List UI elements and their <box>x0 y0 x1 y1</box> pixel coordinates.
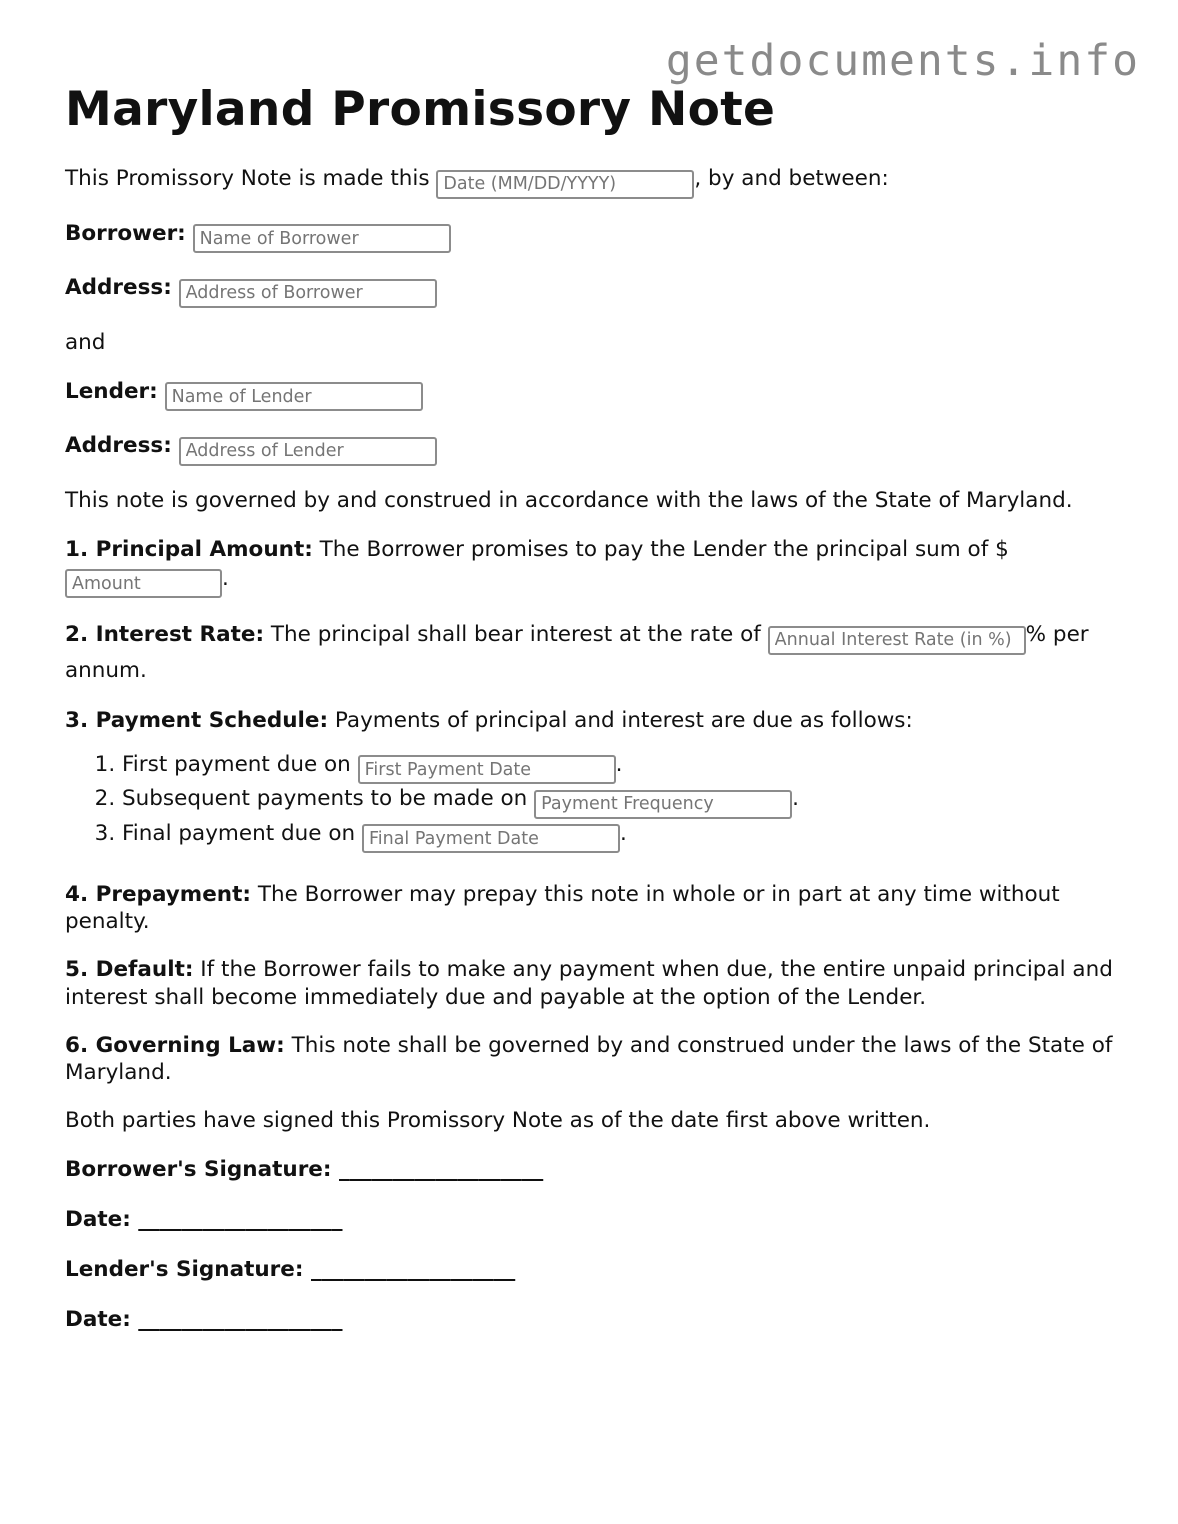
borrower-label: Borrower: <box>65 220 186 246</box>
interest-text: The principal shall bear interest at the rate of <box>264 622 768 647</box>
borrower-date-line: Date: ___________________ <box>65 1207 343 1232</box>
lender-name-input[interactable] <box>165 382 423 411</box>
subsequent-payment-text: Subsequent payments to be made on <box>122 786 535 811</box>
first-payment-end: . <box>615 751 623 777</box>
lender-date-line: Date: ___________________ <box>65 1307 343 1332</box>
lender-row <box>65 378 1125 412</box>
interest-rate-input[interactable] <box>768 626 1026 655</box>
interest-heading: 2. Interest Rate: <box>65 622 265 647</box>
list-item <box>122 784 1125 819</box>
borrower-signature-line: Borrower's Signature: ___________________ <box>65 1157 544 1182</box>
lender-signature-line: Lender's Signature: ___________________ <box>65 1257 516 1282</box>
governing-law-section <box>65 1032 1125 1086</box>
borrower-address-label: Address: <box>65 275 172 300</box>
lender-label: Lender: <box>65 378 158 404</box>
document-title: Maryland Promissory Note <box>65 82 776 137</box>
lender-address-label: Address: <box>65 433 172 458</box>
borrower-row <box>65 220 1125 254</box>
watermark: getdocuments.info <box>665 36 1140 86</box>
interest-section <box>65 619 1125 686</box>
lender-address-input[interactable] <box>179 437 437 466</box>
schedule-section <box>65 707 1125 735</box>
final-payment-end: . <box>619 820 627 846</box>
first-payment-text: First payment due on <box>122 751 358 777</box>
prepayment-text: The Borrower may prepay this note in whole or in part at any time without penalty. <box>65 882 1060 934</box>
closing-paragraph: Both parties have signed this Promissory Note as of the date first above written. <box>65 1108 931 1133</box>
date-input[interactable] <box>436 170 694 199</box>
default-section <box>65 956 1125 1011</box>
intro-text: This Promissory Note is made this <box>65 166 430 191</box>
payment-schedule-list <box>65 750 1125 854</box>
intro-paragraph <box>65 165 1125 199</box>
interest-after: % per annum. <box>65 622 1089 683</box>
prepayment-heading: 4. Prepayment: <box>65 882 251 907</box>
final-payment-date-input[interactable] <box>362 824 620 853</box>
final-payment-text: Final payment due on <box>122 820 362 846</box>
first-payment-date-input[interactable] <box>358 755 616 784</box>
lender-address-row <box>65 432 1125 466</box>
payment-frequency-input[interactable] <box>534 790 792 819</box>
governed-paragraph: This note is governed by and construed in accordance with the laws of the State of Maryland. <box>65 487 1073 513</box>
principal-end: . <box>222 565 229 591</box>
amount-input[interactable] <box>65 569 222 598</box>
intro-after-text: , by and between: <box>694 166 889 191</box>
borrower-name-input[interactable] <box>193 224 451 253</box>
list-item <box>122 819 1125 854</box>
principal-section <box>65 535 1125 599</box>
list-item <box>122 750 1125 785</box>
document-page <box>65 82 1125 1356</box>
default-heading: 5. Default: <box>65 957 194 982</box>
and-text: and <box>65 329 106 355</box>
principal-heading: 1. Principal Amount: <box>65 536 313 562</box>
governing-law-text: This note shall be governed by and construed under the laws of the State of Maryland. <box>65 1033 1113 1085</box>
default-text: If the Borrower fails to make any payment when due, the entire unpaid principal and interest shall become immediately due and payable at the option of the Lender. <box>65 957 1113 1010</box>
prepayment-section <box>65 881 1125 935</box>
principal-text: The Borrower promises to pay the Lender the principal sum of $ <box>312 536 1009 562</box>
schedule-heading: 3. Payment Schedule: <box>65 707 329 733</box>
governing-law-heading: 6. Governing Law: <box>65 1033 285 1058</box>
borrower-address-row <box>65 274 1125 308</box>
subsequent-payment-end: . <box>792 786 799 811</box>
borrower-address-input[interactable] <box>179 279 437 308</box>
schedule-text: Payments of principal and interest are due as follows: <box>328 707 913 733</box>
